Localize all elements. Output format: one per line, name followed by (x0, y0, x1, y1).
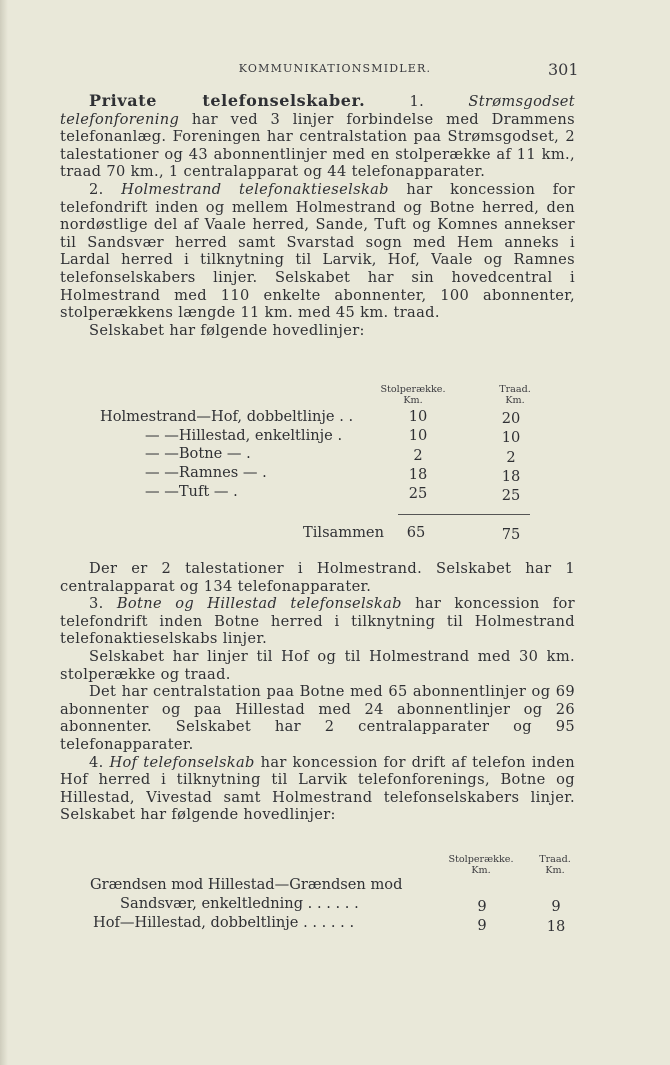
p2-company-name: Holmestrand telefonaktieselskab (121, 180, 389, 198)
p1-company-name: Strømsgodset telefonforening (60, 93, 575, 128)
col-head-stolpe: Stolperække. Km. (380, 384, 446, 406)
section-private-telephone (60, 92, 575, 339)
total-traad: 75 (501, 526, 521, 543)
col-head-traad: Traad. Km. (539, 854, 571, 876)
paragraph-3 (60, 595, 575, 648)
paragraph-botne-lines: Selskabet har linjer til Hof og til Holmestrand med 30 km. stolperække og traad. (60, 647, 575, 683)
table-row: — —Botne — . (145, 445, 251, 462)
col-head-stolpe: Stolperække. Km. (448, 854, 514, 876)
table-holmestrand-lines (100, 384, 540, 544)
table-cell-traad: 18 (501, 468, 521, 485)
paragraph-1 (60, 92, 575, 181)
table-hof-lines (90, 854, 580, 934)
total-label: Tilsammen (303, 524, 384, 541)
paragraph-holmestrand-summary: Der er 2 talestationer i Holmestrand. Selskabet har 1 centralapparat og 134 telefonapparater. (60, 560, 575, 595)
table-cell-traad: 10 (501, 429, 521, 446)
running-title: KOMMUNIKATIONSMIDLER. (238, 62, 432, 75)
p2-text: har koncession for telefondrift inden og mellem Holmestrand og Botne herred, den nordøstlige del af Vaale herred, Sande, Tuft og Komnes annekser til Sandsvær herred samt Svarstad sogn med Hem anneks i Lardal herred i tilknytning til Larvik, Hof, Vaale og Ramnes telefonselskabers linjer. Selskabet har sin hovedcentral i Holmestrand med 110 enkelte abonnenter, 100 abonnenter, stolperækkens længde 11 km. med 45 km. traad. (60, 180, 575, 322)
total-stolpe: 65 (406, 524, 426, 541)
paragraph-2 (60, 181, 575, 322)
p4-company-name: Hof telefonselskab (109, 753, 255, 771)
paragraph-botne-central: Det har centralstation paa Botne med 65 abonnentlinjer og 69 abonnenter og paa Hillestad med 24 abonnentlinjer og 26 abonnenter. Selskabet har 2 centralapparater og 95 telefonapparater. (60, 683, 575, 753)
table-cell-traad: 9 (551, 898, 561, 915)
paragraph-4 (60, 754, 575, 824)
section-heading: Private telefonselskaber. (89, 91, 366, 110)
page-spine-shadow (0, 0, 8, 1065)
table-row: Sandsvær, enkeltledning . . . . . . (120, 895, 359, 912)
table-cell-stolpe: 10 (408, 408, 428, 425)
p4-number: 4. (89, 753, 104, 771)
table-cell-traad: 20 (501, 410, 521, 427)
table-cell-traad: 18 (546, 918, 566, 935)
table-row: — —Ramnes — . (145, 464, 267, 481)
p1-text: har ved 3 linjer forbindelse med Drammens telefonanlæg. Foreningen har centralstation paa Strømsgodset, 2 talestationer og 43 abonnentlinjer med en stolperække af 11 km., traad 70 km., 1 centralapparat og 44 telefonapparater. (60, 110, 575, 181)
p3-number: 3. (89, 595, 104, 613)
page-number: 301 (548, 60, 579, 79)
p3-company-name: Botne og Hillestad telefonselskab (116, 595, 402, 613)
p1-number: 1. (409, 93, 425, 110)
table-row: Hof—Hillestad, dobbeltlinje . . . . . . (93, 914, 355, 931)
table-row: Holmestrand—Hof, dobbeltlinje . . (100, 408, 354, 425)
table-cell-traad: 25 (501, 487, 521, 504)
table-row: Grændsen mod Hillestad—Grændsen mod (90, 876, 403, 893)
table-row: — —Tuft — . (145, 483, 238, 500)
p2-number: 2. (89, 180, 104, 198)
col-head-traad: Traad. Km. (499, 384, 531, 406)
section-after-table1 (60, 560, 575, 824)
table-cell-stolpe: 2 (413, 447, 423, 464)
table-cell-stolpe: 18 (408, 466, 428, 483)
table-cell-stolpe: 9 (477, 898, 487, 915)
table-cell-traad: 2 (506, 449, 516, 466)
p3-text: har koncession for telefondrift inden Botne herred i tilknytning til Holmestrand telefonaktieselskabs linjer. (60, 595, 575, 648)
p4-text: har koncession for drift af telefon inden Hof herred i tilknytning til Larvik telefonforenings, Botne og Hillestad, Vivestad samt Holmestrand telefonselskabers linjer. Selskabet har følgende hovedlinjer: (60, 753, 575, 824)
table-row: — —Hillestad, enkeltlinje . (145, 427, 343, 444)
p2-lines-intro: Selskabet har følgende hovedlinjer: (89, 321, 365, 339)
table-cell-stolpe: 10 (408, 427, 428, 444)
sum-rule (398, 514, 530, 515)
table-cell-stolpe: 9 (477, 917, 487, 934)
table-cell-stolpe: 25 (408, 485, 428, 502)
